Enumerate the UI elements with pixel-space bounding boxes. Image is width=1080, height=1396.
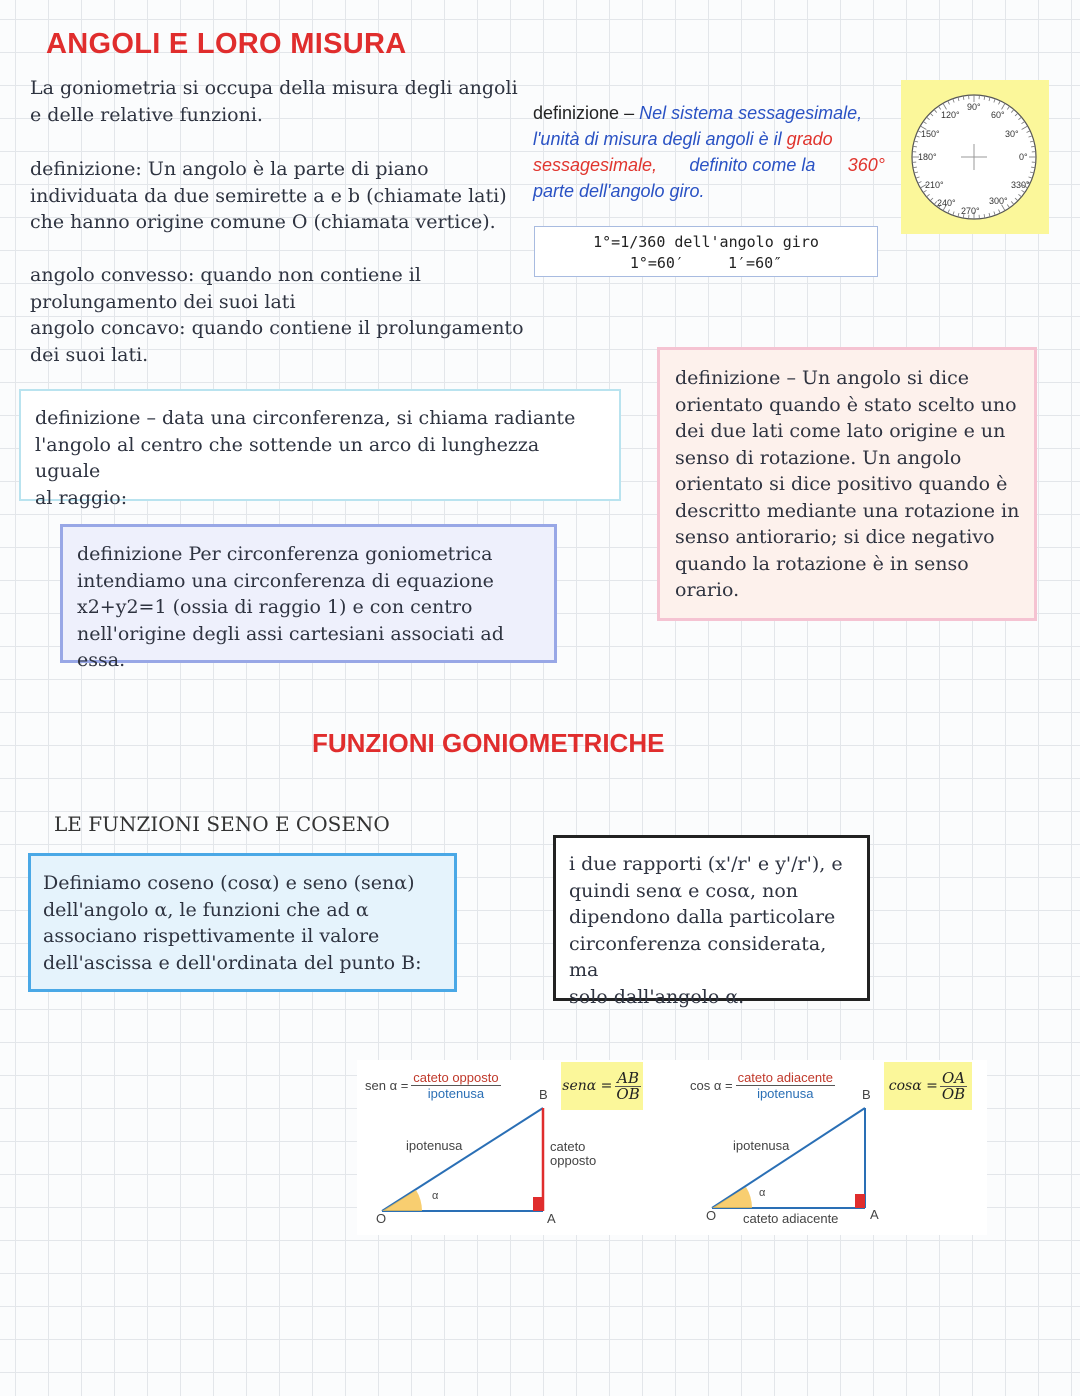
deg-label: 90° <box>967 102 981 112</box>
page-title: ANGOLI E LORO MISURA <box>46 28 407 60</box>
circle-definition-box: definizione Per circonferenza goniometrica intendiamo una circonferenza di equazione x2+y2=1 (ossia di raggio 1) e con centro nell'origine degli assi cartesiani associati ad essa. <box>60 524 557 663</box>
label-O: O <box>376 1211 387 1226</box>
protractor-figure <box>901 80 1049 234</box>
deg-label: 60° <box>991 110 1005 120</box>
deg-label: 270° <box>961 206 980 216</box>
label-A: A <box>547 1211 556 1226</box>
deg-label: 300° <box>989 196 1008 206</box>
hypotenuse-label: ipotenusa <box>733 1138 790 1153</box>
adjacent-label: cateto adiacente <box>743 1211 839 1226</box>
label-A: A <box>870 1207 879 1222</box>
angle-alpha-mark <box>382 1190 422 1211</box>
oriented-angle-box: definizione – Un angolo si dice orientato quando è stato scelto uno dei due lati come lato origine e un senso di rotazione. Un angolo orientato si dice positivo quando è descritto mediante una rotazione in senso antiorario; si dice negativo quando la rotazione è in senso orario. <box>657 347 1037 621</box>
triangle-hypotenuse <box>712 1108 865 1208</box>
angle-definition: definizione: Un angolo è la parte di piano individuata da due semirette a e b (chiamate lati) che hanno origine comune O (chiamata vertice). <box>30 158 507 233</box>
hypotenuse-label: ipotenusa <box>406 1138 463 1153</box>
right-angle-mark <box>533 1197 543 1211</box>
angle-alpha-mark <box>712 1187 752 1208</box>
sexagesimal-definition: definizione – Nel sistema sessagesimale, l'unità di misura degli angoli è il grado sessagesimale, definito come la 360° parte dell'angolo giro. <box>533 103 885 201</box>
sin-triangle <box>370 1100 560 1225</box>
label-O: O <box>706 1208 717 1223</box>
ratios-note-box: i due rapporti (x'/r' e y'/r'), e quindi senα e cosα, non dipendono dalla particolare circonferenza considerata, ma solo dall'angolo α. <box>553 835 870 1001</box>
cos-triangle <box>700 1100 890 1225</box>
deg-label: 30° <box>1005 129 1019 139</box>
convex-concave-text: angolo convesso: quando non contiene il prolungamento dei suoi lati angolo concavo: quando contiene il prolungamento dei suoi lati. <box>30 264 524 366</box>
opposite-label: cateto opposto <box>550 1139 597 1168</box>
label-B: B <box>862 1087 871 1102</box>
sin-formula: sen α = $\frac{\text{cateto opposto}}{\text{ipotenusa}}$ <box>365 1070 499 1101</box>
radian-definition-box: definizione – data una circonferenza, si chiama radiante l'angolo al centro che sottende un arco di lunghezza uguale al raggio: <box>19 389 621 501</box>
deg-label: 330° <box>1011 180 1030 190</box>
deg-label: 210° <box>925 180 944 190</box>
deg-label: 240° <box>937 198 956 208</box>
triangle-hypotenuse <box>382 1108 543 1211</box>
sincos-definition-box: Definiamo coseno (cosα) e seno (senα) dell'angolo α, le funzioni che ad α associano rispettivamente il valore dell'ascissa e dell'ordinata del punto B: <box>28 853 457 992</box>
cos-ratio-box: cosα = $\frac{OA}{OB}$ <box>884 1062 972 1110</box>
right-angle-mark <box>855 1194 865 1208</box>
label-B: B <box>539 1087 548 1102</box>
deg-label: 150° <box>921 129 940 139</box>
protractor-icon <box>901 80 1049 234</box>
cos-formula: cos α = $\frac{\text{cateto adiacente}}{\text{ipotenusa}}$ <box>690 1070 833 1101</box>
deg-label: 180° <box>918 152 937 162</box>
alpha-label: α <box>432 1190 439 1202</box>
degree-box: 1°=1/360 dell'angolo giro 1°=60′ 1′=60″ <box>534 226 878 277</box>
deg-label: 120° <box>941 110 960 120</box>
subsection-title: LE FUNZIONI SENO E COSENO <box>54 812 390 836</box>
deg-label: 0° <box>1019 152 1028 162</box>
intro-text: La goniometria si occupa della misura degli angoli e delle relative funzioni. <box>30 77 518 126</box>
section-title: FUNZIONI GONIOMETRICHE <box>312 728 665 758</box>
alpha-label: α <box>759 1187 766 1199</box>
sin-ratio-box: senα = $\frac{AB}{OB}$ <box>561 1062 643 1110</box>
